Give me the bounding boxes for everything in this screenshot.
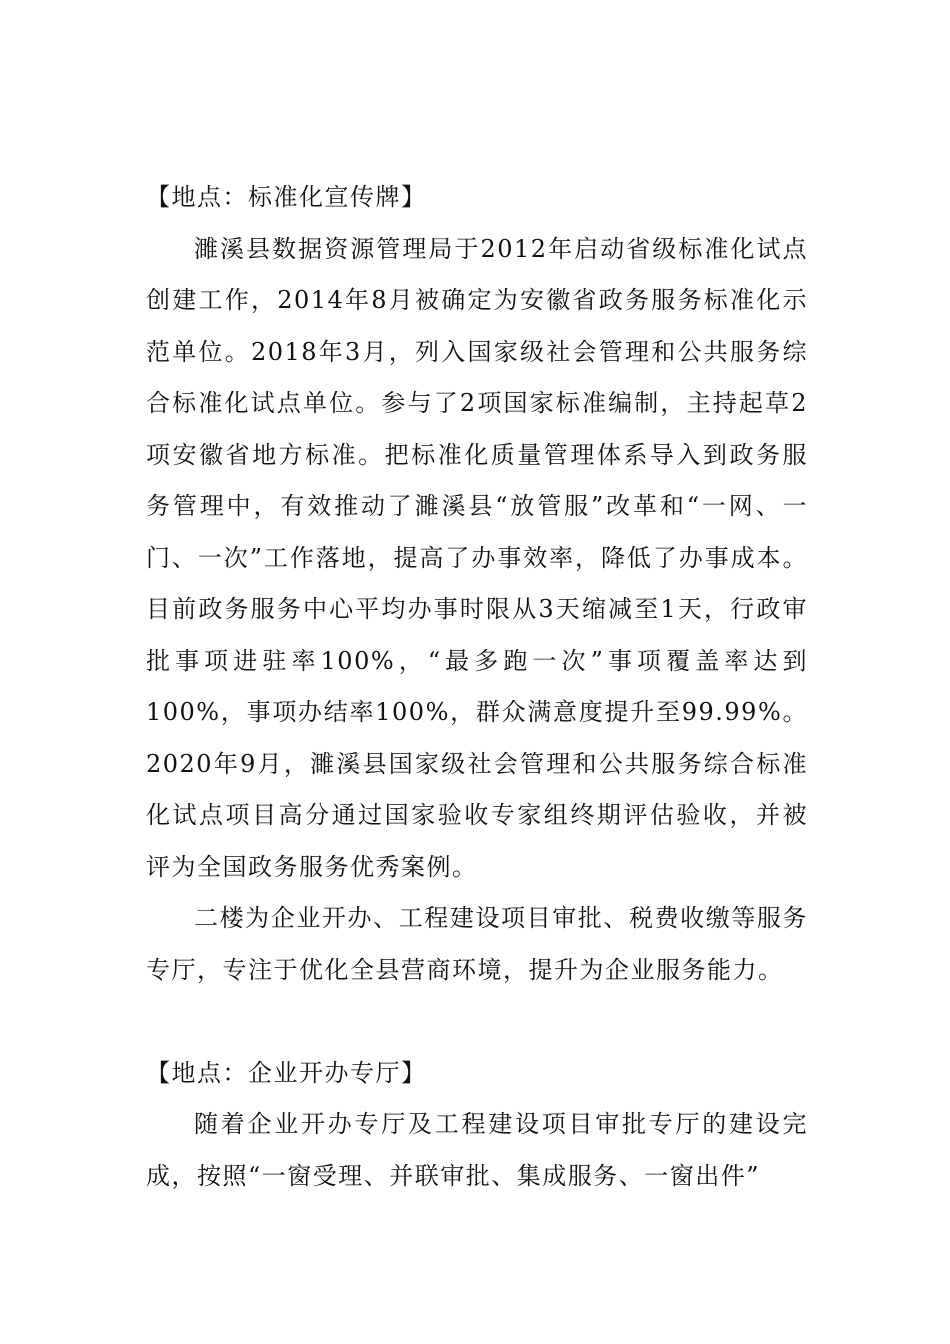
section-heading-business-hall: 【地点：企业开办专厅】 [146,1058,427,1087]
document-body [146,172,808,1202]
section-heading-standardization-board: 【地点：标准化宣传牌】 [146,183,427,211]
paragraph-second-floor-halls: 二楼为企业开办、工程建设项目审批、税费收缴等服务专厅，专注于优化全县营商环境，提升为企业服务能力。 [146,904,808,984]
section-spacer [146,996,808,1048]
paragraph-business-hall: 随着企业开办专厅及工程建设项目审批专厅的建设完成，按照“一窗受理、并联审批、集成服务、一窗出件” [146,1110,808,1190]
paragraph-standardization-history: 濉溪县数据资源管理局于2012年启动省级标准化试点创建工作，2014年8月被确定为安徽省政务服务标准化示范单位。2018年3月，列入国家级社会管理和公共服务综合标准化试点单位。参与了2项国家标准编制，主持起草2项安徽省地方标准。把标准化质量管理体系导入到政务服务管理中，有效推动了濉溪县“放管服”改革和“一网、一门、一次”工作落地，提高了办事效率，降低了办事成本。目前政务服务中心平均办事时限从3天缩减至1天，行政审批事项进驻率100%，“最多跑一次”事项覆盖率达到100%，事项办结率100%，群众满意度提升至99.99%。2020年9月，濉溪县国家级社会管理和公共服务综合标准化试点项目高分通过国家验收专家组终期评估验收，并被评为全国政务服务优秀案例。 [146,234,808,881]
